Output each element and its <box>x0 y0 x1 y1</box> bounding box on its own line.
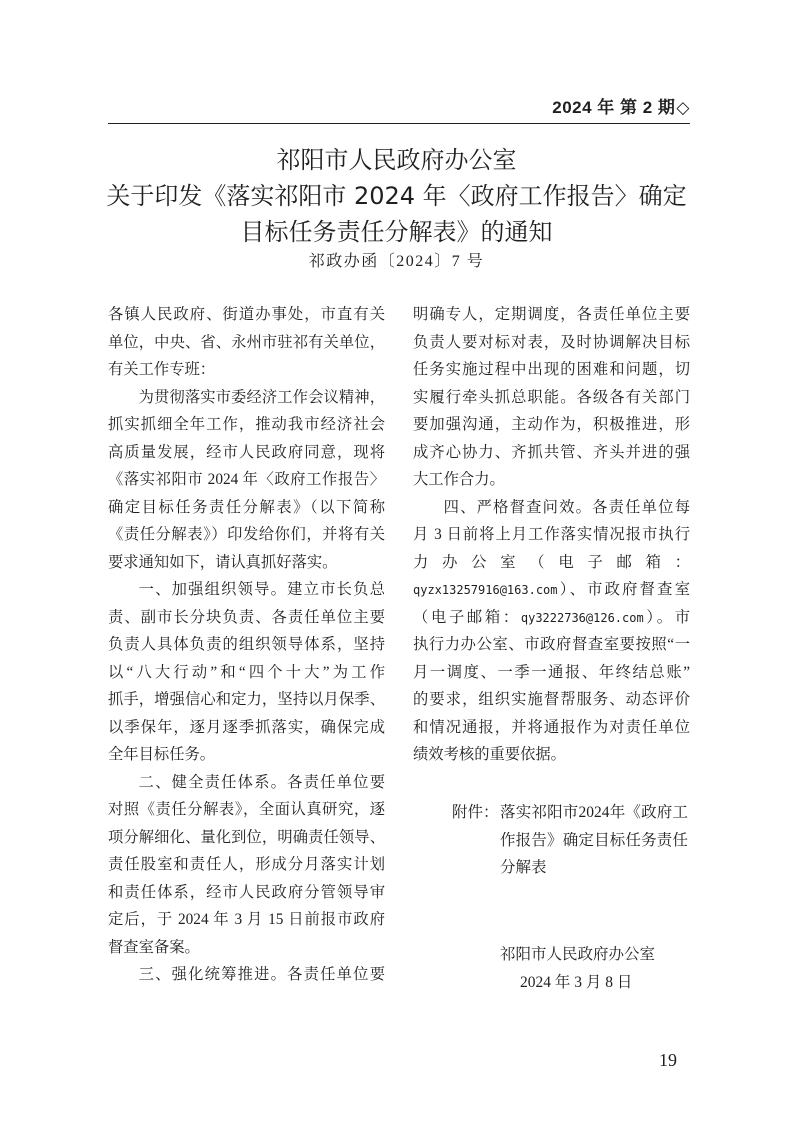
body-line: 为贯彻落实市委经济工作会议精神， <box>138 388 385 406</box>
body-line: 二、健全责任体系。各责任单位要 <box>138 773 385 791</box>
page-number: 19 <box>659 1050 677 1070</box>
title-line: 目标任务责任分解表》的通知 <box>240 218 553 246</box>
body-line: 执行力办公室、市政府督查室要按照“一 <box>413 636 690 653</box>
body-line: 大工作合力。 <box>413 471 505 488</box>
body-line: 月 3 日前将上月工作落实情况报市执行 <box>413 526 690 543</box>
body-line: 实履行牵头抓总职能。各级各有关部门 <box>413 388 690 406</box>
body-line: 责、副市长分块负责、各责任单位主要 <box>108 608 385 626</box>
document-number: 祁政办函〔2024〕7 号 <box>308 253 485 270</box>
attachment-line: 作报告》确定目标任务责任 <box>500 831 688 849</box>
body-line: 的要求，组织实施督帮服务、动态评价 <box>413 691 690 708</box>
body-line: 《落实祁阳市 2024 年〈政府工作报告〉 <box>108 471 385 488</box>
body-line: 各镇人民政府、街道办事处，市直有关 <box>108 306 385 323</box>
body-line: 和责任体系，经市人民政府分管领导审 <box>108 883 385 901</box>
body-line: 全年目标任务。 <box>108 746 216 763</box>
body-line: 单位，中央、省、永州市驻祁有关单位， <box>108 333 385 351</box>
attachment-title <box>500 799 688 882</box>
body-line <box>413 604 690 632</box>
body-line: 要求通知如下，请认真抓好落实。 <box>108 553 338 571</box>
body-line: 有关工作专班： <box>108 361 216 378</box>
body-line: 确定目标任务责任分解表》（以下简称 <box>108 498 385 516</box>
title-line: 关于印发《落实祁阳市 2024 年〈政府工作报告〉确定 <box>106 182 687 210</box>
body-line: 《责任分解表》）印发给你们，并将有关 <box>108 526 385 543</box>
body-line: 明确专人，定期调度，各责任单位主要 <box>413 306 690 323</box>
body-left-column <box>108 301 385 989</box>
body-line: 一、加强组织领导。建立市长负总 <box>138 581 385 598</box>
body-line: 定后，于 2024 年 3 月 15 日前报市政府 <box>108 911 385 928</box>
body-text: ）、市政府督查室 <box>557 581 690 598</box>
body-line: 任务实施过程中出现的困难和问题，切 <box>413 361 690 378</box>
body-text: ）。市 <box>643 608 690 626</box>
document-title <box>0 142 793 250</box>
body-line: 绩效考核的重要依据。 <box>413 746 566 763</box>
body-right-column <box>413 301 690 769</box>
body-line: 四、严格督查问效。各责任单位每 <box>443 498 690 516</box>
diamond-icon: ◇ <box>676 98 690 117</box>
body-line: 力办公室（电子邮箱： <box>413 553 690 571</box>
attachment-line: 落实祁阳市2024年《政府工 <box>500 804 688 821</box>
email-address: qy3222736@126.com <box>520 610 644 625</box>
title-line: 祁阳市人民政府办公室 <box>276 146 517 174</box>
body-line: 抓手，增强信心和定力，坚持以月保季、 <box>108 691 385 708</box>
body-line: 三、强化统筹推进。各责任单位要 <box>138 966 385 983</box>
body-line: 抓实抓细全年工作，推动我市经济社会 <box>108 416 385 433</box>
body-text: （电子邮箱： <box>413 608 521 626</box>
body-line: 责任股室和责任人，形成分月落实计划 <box>108 856 385 873</box>
body-line: 负责人要对标对表，及时协调解决目标 <box>413 333 690 351</box>
body-line: 以季保年，逐月逐季抓落实，确保完成 <box>108 718 385 736</box>
signature-org: 祁阳市人民政府办公室 <box>500 946 656 963</box>
signature-date: 2024 年 3 月 8 日 <box>520 973 633 991</box>
attachment-line: 分解表 <box>500 859 547 876</box>
body-line <box>413 576 690 604</box>
body-line: 要加强沟通，主动作为，积极推进，形 <box>413 416 690 433</box>
body-line: 月一调度、一季一通报、年终结总账” <box>413 663 690 681</box>
body-line: 负责人具体负责的组织领导体系，坚持 <box>108 636 385 653</box>
body-line: 以“八大行动”和“四个十大”为工作 <box>108 663 385 681</box>
email-address: qyzx13257916@163.com <box>413 583 558 597</box>
body-line: 督查室备案。 <box>108 938 200 956</box>
body-line: 高质量发展，经市人民政府同意，现将 <box>108 443 385 461</box>
attachment-block <box>452 799 692 889</box>
body-line: 和情况通报，并将通报作为对责任单位 <box>413 718 690 736</box>
attachment-label: 附件： <box>452 804 499 821</box>
header-rule <box>108 123 690 124</box>
issue-header <box>552 95 690 121</box>
body-line: 成齐心协力、齐抓共管、齐头并进的强 <box>413 443 690 461</box>
body-line: 对照《责任分解表》，全面认真研究，逐 <box>108 801 385 818</box>
issue-label: 2024 年 第 2 期 <box>552 98 676 117</box>
body-line: 项分解细化、量化到位，明确责任领导、 <box>108 828 385 846</box>
